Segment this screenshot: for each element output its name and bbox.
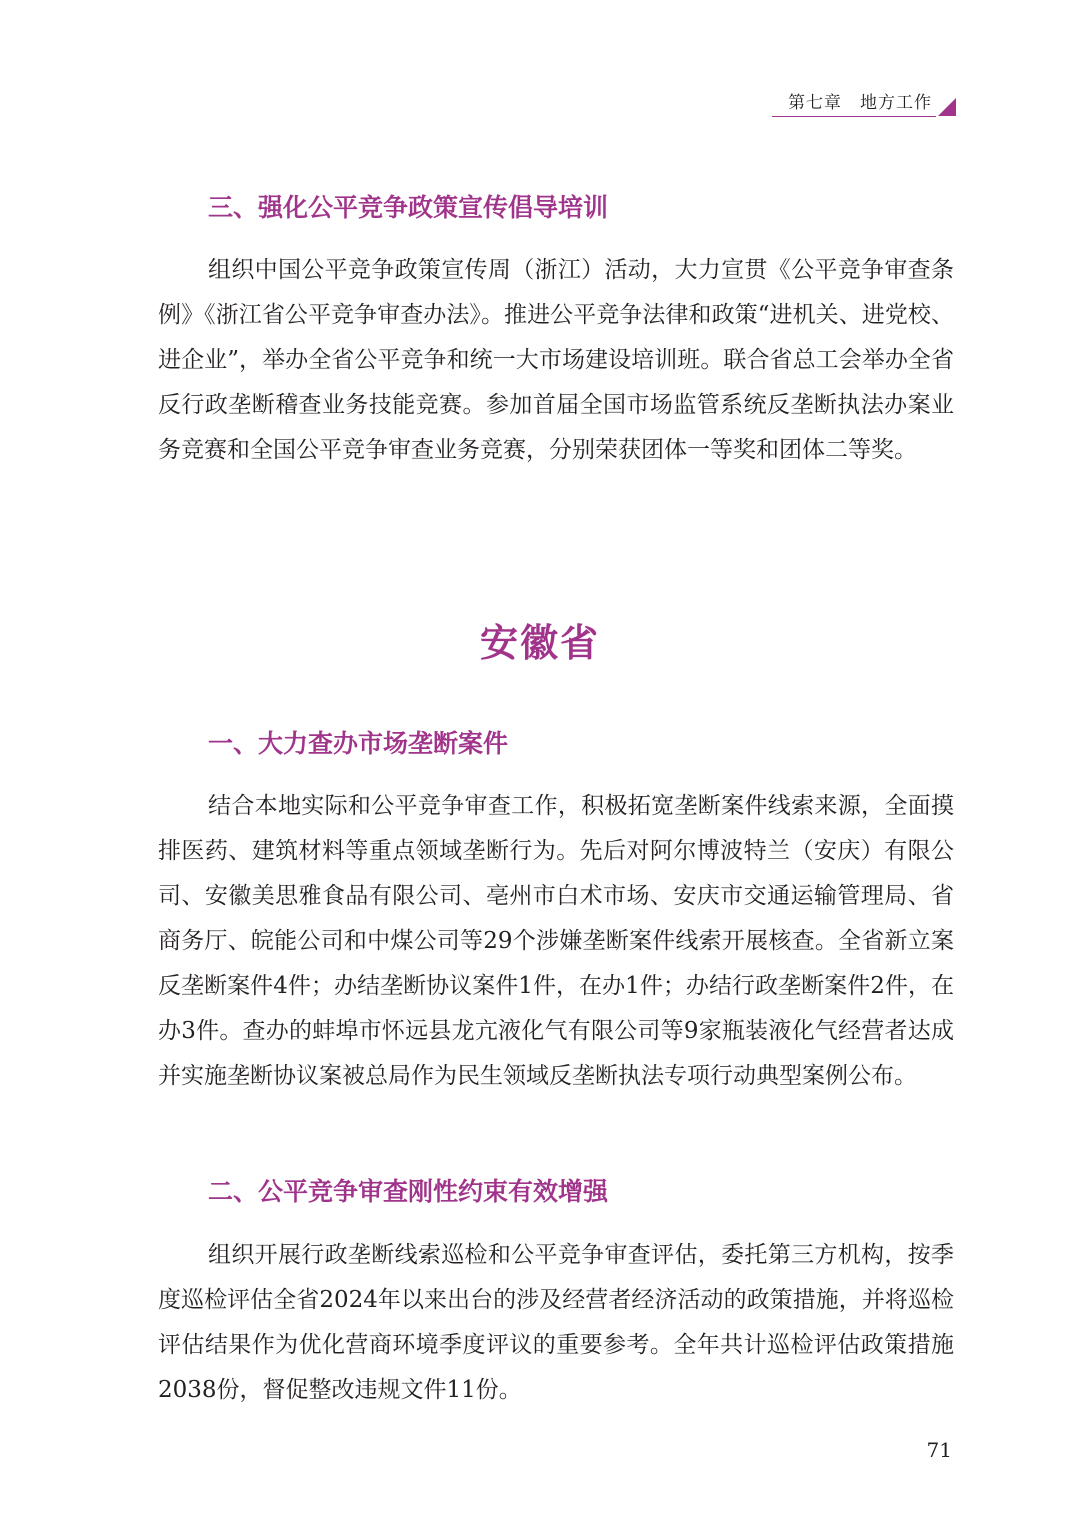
paragraph-competition-review: 组织开展行政垄断线索巡检和公平竞争审查评估，委托第三方机构，按季度巡检评估全省2024年以来出台的涉及经营者经济活动的政策措施，并将巡检评估结果作为优化营商环境季度评议的重要参考。全年共计巡检评估政策措施2038份，督促整改违规文件11份。 bbox=[158, 1242, 954, 1403]
running-header bbox=[772, 86, 956, 120]
province-title: 安徽省 bbox=[479, 620, 600, 665]
paragraph-publicity-training: 组织中国公平竞争政策宣传周（浙江）活动，大力宣贯《公平竞争审查条例》《浙江省公平竞争审查办法》。推进公平竞争法律和政策“进机关、进党校、进企业”，举办全省公平竞争和统一大市场建设培训班。联合省总工会举办全省反行政垄断稽查业务技能竞赛。参加首届全国市场监管系统反垄断执法办案业务竞赛和全国公平竞争审查业务竞赛，分别荣获团体一等奖和团体二等奖。 bbox=[158, 257, 954, 463]
section-heading-publicity-training: 三、强化公平竞争政策宣传倡导培训 bbox=[208, 193, 609, 222]
chapter-title: 第七章 地方工作 bbox=[788, 93, 932, 113]
corner-triangle-icon bbox=[938, 98, 956, 116]
page-number: 71 bbox=[926, 1438, 952, 1462]
section-heading-monopoly-cases: 一、大力查办市场垄断案件 bbox=[208, 729, 509, 758]
header-rule bbox=[772, 116, 936, 117]
paragraph-monopoly-cases: 结合本地实际和公平竞争审查工作，积极拓宽垄断案件线索来源，全面摸排医药、建筑材料等重点领域垄断行为。先后对阿尔博波特兰（安庆）有限公司、安徽美思雅食品有限公司、亳州市白术市场、安庆市交通运输管理局、省商务厅、皖能公司和中煤公司等29个涉嫌垄断案件线索开展核查。全省新立案反垄断案件4件；办结垄断协议案件1件，在办1件；办结行政垄断案件2件，在办3件。查办的蚌埠市怀远县龙亢液化气有限公司等9家瓶装液化气经营者达成并实施垄断协议案被总局作为民生领域反垄断执法专项行动典型案例公布。 bbox=[158, 793, 954, 1089]
section-heading-competition-review: 二、公平竞争审查刚性约束有效增强 bbox=[208, 1177, 609, 1206]
